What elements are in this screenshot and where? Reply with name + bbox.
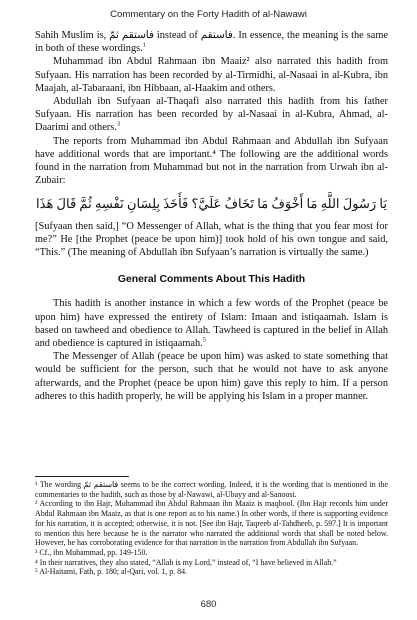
page-number: 680: [200, 599, 217, 610]
paragraph-1-text: Sahih Muslim is, فاستقم ثمّ instead of فاستقم. In essence, the meaning is the same in both of these wordings.: [35, 30, 388, 55]
footnote-4: ⁴ In their narratives, they also stated, “Allah is my Lord,” instead of, “I have believed in Allah.”: [35, 557, 337, 567]
footnote-ref-1[interactable]: 1: [142, 41, 146, 49]
footnote-ref-3[interactable]: 3: [116, 120, 121, 128]
arabic-hadith-text: يَا رَسُولَ اللَّهِ مَا أَخْوَفُ مَا تَخَافُ عَلَيَّ؟ فَأَخَذَ بِلِسَانِ نَفْسِهِ ثُمَّ قَالَ هَذَا: [36, 196, 387, 212]
paragraph-maaiz: Muhammad ibn Abdul Rahmaan ibn Maaiz² also narrated this hadith from Sufyaan. His narration has been recorded by al-Tirmidhi, al-Nasaai in al-Kubra, ibn Maajah, al-Tabaraani, ibn Hibbaan, al-Haakim and others.: [35, 56, 388, 94]
paragraph-additional-words: The reports from Muhammad ibn Abdul Rahmaan and Abdullah ibn Sufyaan have additional words that are important.⁴ The following are the additional words found in the narration from Muhammad but not in the narration from Urwah ibn al-Zubair:: [35, 135, 388, 187]
paragraph-6-text: This hadith is another instance in which a few words of the Prophet (peace be upon him) have expressed the entirety of Islam: Imaan and istiqaamah. Islam is based on tawheed and obedience to Allah. Tawheed is captured in the belief in Allah and obedience is captured in istiqaamah.: [35, 298, 388, 350]
footnote-5: ⁵ Al-Haitami, Fath, p. 180; al-Qari, vol. 1, p. 84.: [35, 567, 187, 577]
footnote-1: ¹ The wording فاستقم ثمّ seems to be the correct wording. Indeed, it is the wording that is mentioned in the commentaries to the hadith, such as those by al-Nawawi, al-Ubayy and al-Sanoosi.: [35, 480, 388, 499]
running-head: Commentary on the Forty Hadith of al-Nawawi: [110, 9, 307, 20]
paragraph-messenger-asked: The Messenger of Allah (peace be upon him) was asked to state something that would be sufficient for the person, such that he would not have to ask anyone afterwards, and the Prophet (peace be upon him) gave this reply to him. If a person adheres to this hadith properly, he will be applying his Islam in a proper manner.: [35, 351, 388, 402]
paragraph-entirety-of-islam: [35, 297, 388, 350]
section-heading: General Comments About This Hadith: [117, 274, 306, 286]
paragraph-abdullah: [35, 95, 388, 135]
footnotes: [35, 480, 388, 577]
paragraph-continuation: [35, 29, 388, 55]
footnote-ref-5[interactable]: 5: [202, 336, 206, 344]
paragraph-3-text: Abdullah ibn Sufyaan al-Thaqafi also narrated this hadith from his father Sufyaan. His narration has been recorded by al-Nasaai in al-Kubra, Ahmad, al-Daarimi and others.: [35, 96, 388, 134]
footnote-2: ² According to ibn Hajr, Muhammad ibn Abdul Rahmaan ibn Maaiz is maqbool. (Ibn Hajr records him under Abdul Rahmaan ibn Maaiz, as that is one report as to his name.) In other words, if there is supporting evidence for his narration, it is accepted; otherwise, it is not. [See ibn Hajr, Taqreeb al-Tahdheeb, p. 597.] It is important to mention this here because he is the narrator who narrated the additional words that shall be noted below. However, he has corroborating evidence for that narration in the narration from Abdullah ibn Sufyaan.: [35, 499, 388, 548]
footnote-3: ³ Cf., ibn Muhammad, pp. 149-150.: [35, 547, 148, 557]
main-text: [35, 29, 388, 403]
footnote-divider: [35, 476, 129, 477]
paragraph-translation: [Sufyaan then said,] “O Messenger of Allah, what is the thing that you fear most for me?” He [the Prophet (peace be upon him)] took hold of his own tongue and said, “This.” (The meaning of Abdullah ibn Sufyaan’s narration is virtually the same.): [35, 220, 388, 259]
